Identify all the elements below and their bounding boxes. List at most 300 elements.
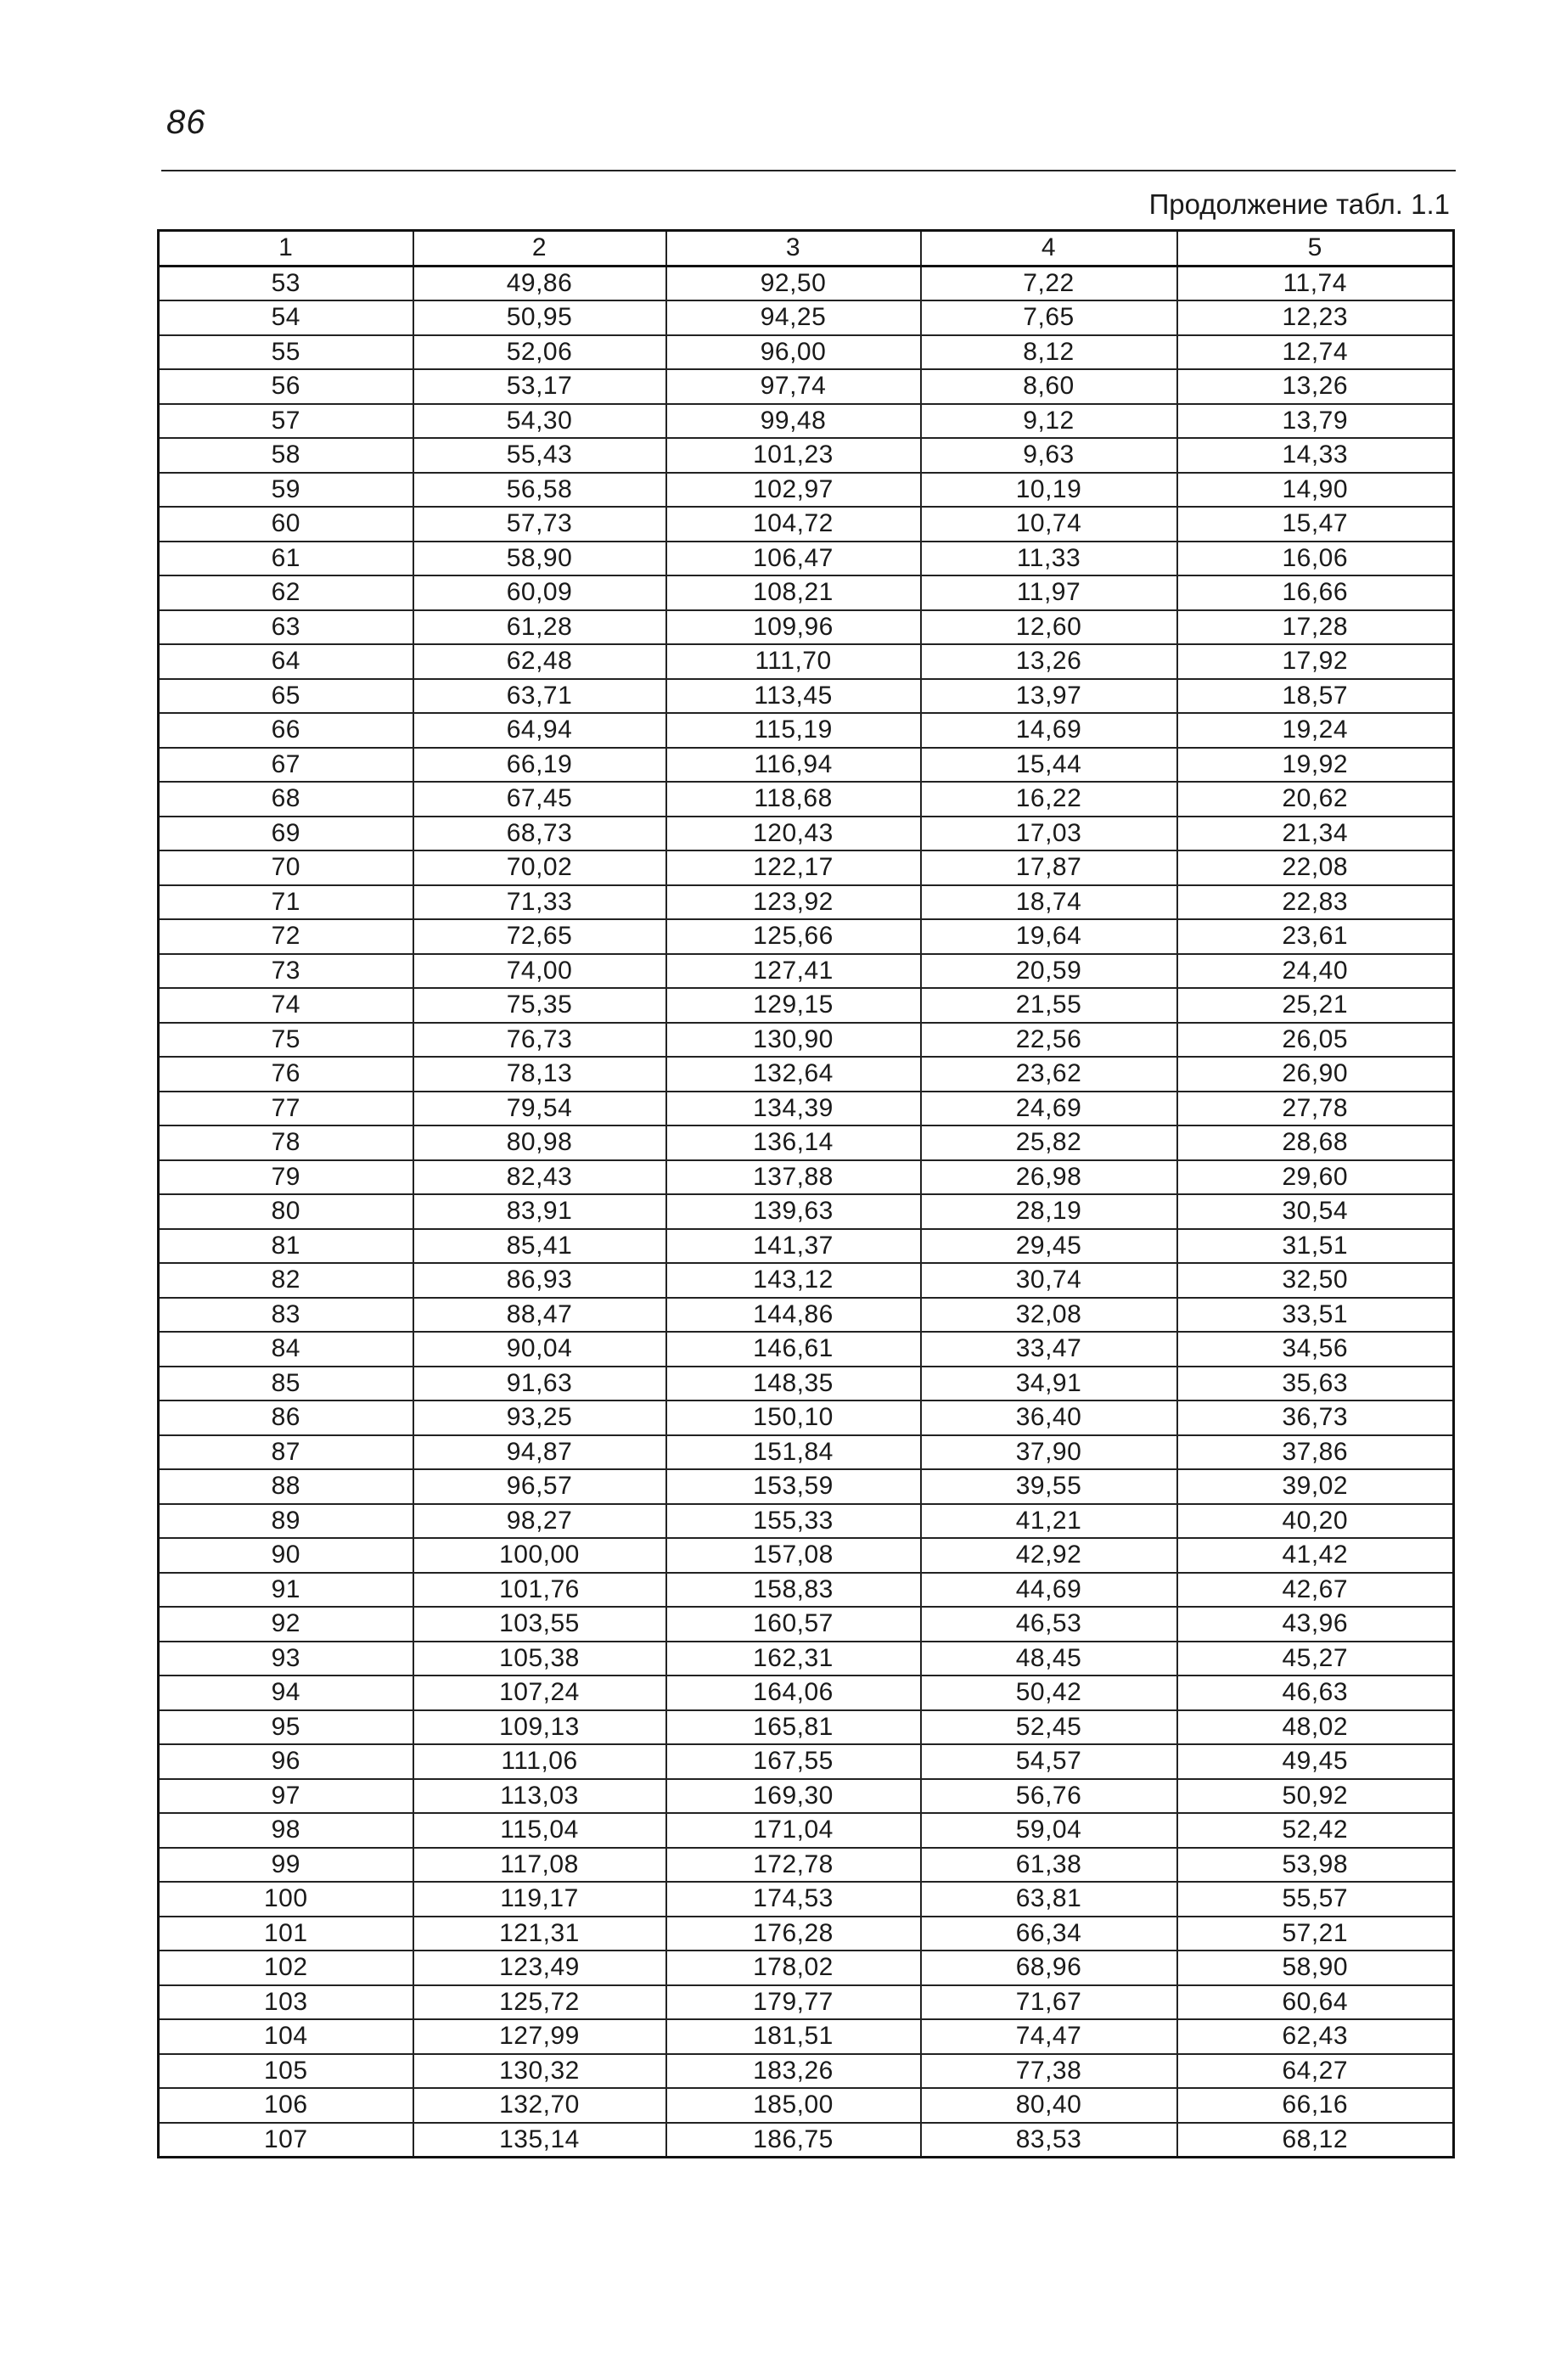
table-cell: 106,47 bbox=[666, 542, 921, 576]
table-cell: 61,38 bbox=[921, 1848, 1177, 1883]
table-row bbox=[159, 2123, 1454, 2158]
table-cell: 16,22 bbox=[921, 782, 1177, 817]
table-cell: 71,33 bbox=[413, 885, 666, 920]
table-cell: 13,26 bbox=[1177, 369, 1454, 404]
table-cell: 86,93 bbox=[413, 1263, 666, 1298]
table-cell: 100,00 bbox=[413, 1538, 666, 1573]
table-cell: 74,00 bbox=[413, 954, 666, 989]
table-row bbox=[159, 1023, 1454, 1058]
table-row bbox=[159, 1882, 1454, 1917]
table-cell: 76 bbox=[159, 1057, 413, 1092]
table-cell: 18,57 bbox=[1177, 679, 1454, 714]
table-cell: 119,17 bbox=[413, 1882, 666, 1917]
table-cell: 17,28 bbox=[1177, 610, 1454, 645]
table-row bbox=[159, 1435, 1454, 1470]
table-container bbox=[157, 229, 1452, 2158]
table-cell: 61,28 bbox=[413, 610, 666, 645]
table-cell: 165,81 bbox=[666, 1710, 921, 1745]
table-cell: 64,27 bbox=[1177, 2054, 1454, 2089]
table-cell: 68,73 bbox=[413, 817, 666, 851]
table-cell: 93,25 bbox=[413, 1400, 666, 1435]
table-cell: 102 bbox=[159, 1951, 413, 1985]
table-cell: 68,96 bbox=[921, 1951, 1177, 1985]
table-cell: 113,03 bbox=[413, 1779, 666, 1814]
table-cell: 50,95 bbox=[413, 300, 666, 335]
table-row bbox=[159, 507, 1454, 542]
table-cell: 63,81 bbox=[921, 1882, 1177, 1917]
table-cell: 164,06 bbox=[666, 1676, 921, 1710]
table-cell: 92 bbox=[159, 1607, 413, 1642]
table-cell: 66,16 bbox=[1177, 2088, 1454, 2123]
table-cell: 26,98 bbox=[921, 1160, 1177, 1195]
page-number: 86 bbox=[166, 104, 206, 141]
table-cell: 90,04 bbox=[413, 1332, 666, 1367]
table-cell: 64 bbox=[159, 644, 413, 679]
table-cell: 28,68 bbox=[1177, 1125, 1454, 1160]
table-cell: 9,12 bbox=[921, 404, 1177, 439]
table-row bbox=[159, 473, 1454, 508]
table-cell: 134,39 bbox=[666, 1092, 921, 1126]
table-cell: 58,90 bbox=[1177, 1951, 1454, 1985]
table-cell: 107 bbox=[159, 2123, 413, 2158]
table-cell: 41,42 bbox=[1177, 1538, 1454, 1573]
table-cell: 172,78 bbox=[666, 1848, 921, 1883]
table-cell: 129,15 bbox=[666, 988, 921, 1023]
table-row bbox=[159, 748, 1454, 783]
data-table bbox=[157, 229, 1455, 2158]
table-row bbox=[159, 782, 1454, 817]
table-cell: 57,21 bbox=[1177, 1917, 1454, 1951]
table-cell: 151,84 bbox=[666, 1435, 921, 1470]
table-cell: 92,50 bbox=[666, 266, 921, 300]
table-cell: 83,91 bbox=[413, 1194, 666, 1229]
table-cell: 91,63 bbox=[413, 1367, 666, 1401]
table-cell: 15,47 bbox=[1177, 507, 1454, 542]
column-header: 5 bbox=[1177, 231, 1454, 267]
table-row bbox=[159, 679, 1454, 714]
table-row bbox=[159, 1573, 1454, 1608]
table-cell: 9,63 bbox=[921, 438, 1177, 473]
table-cell: 53,17 bbox=[413, 369, 666, 404]
table-cell: 79,54 bbox=[413, 1092, 666, 1126]
table-row bbox=[159, 850, 1454, 885]
table-cell: 130,32 bbox=[413, 2054, 666, 2089]
table-row bbox=[159, 1538, 1454, 1573]
table-cell: 50,42 bbox=[921, 1676, 1177, 1710]
table-cell: 99,48 bbox=[666, 404, 921, 439]
table-cell: 162,31 bbox=[666, 1642, 921, 1676]
table-cell: 13,79 bbox=[1177, 404, 1454, 439]
table-cell: 72,65 bbox=[413, 919, 666, 954]
table-cell: 17,03 bbox=[921, 817, 1177, 851]
table-cell: 178,02 bbox=[666, 1951, 921, 1985]
table-cell: 49,45 bbox=[1177, 1744, 1454, 1779]
table-cell: 160,57 bbox=[666, 1607, 921, 1642]
table-cell: 181,51 bbox=[666, 2019, 921, 2054]
table-cell: 18,74 bbox=[921, 885, 1177, 920]
table-row bbox=[159, 1813, 1454, 1848]
table-cell: 42,92 bbox=[921, 1538, 1177, 1573]
table-cell: 23,61 bbox=[1177, 919, 1454, 954]
table-row bbox=[159, 1125, 1454, 1160]
table-cell: 118,68 bbox=[666, 782, 921, 817]
table-cell: 77,38 bbox=[921, 2054, 1177, 2089]
table-cell: 48,02 bbox=[1177, 1710, 1454, 1745]
header-row bbox=[159, 231, 1454, 267]
table-cell: 61 bbox=[159, 542, 413, 576]
table-cell: 113,45 bbox=[666, 679, 921, 714]
table-cell: 101,23 bbox=[666, 438, 921, 473]
table-cell: 24,69 bbox=[921, 1092, 1177, 1126]
table-cell: 68 bbox=[159, 782, 413, 817]
table-cell: 93 bbox=[159, 1642, 413, 1676]
table-cell: 45,27 bbox=[1177, 1642, 1454, 1676]
table-cell: 30,74 bbox=[921, 1263, 1177, 1298]
table-cell: 62,48 bbox=[413, 644, 666, 679]
table-row bbox=[159, 1779, 1454, 1814]
table-cell: 17,87 bbox=[921, 850, 1177, 885]
table-cell: 108,21 bbox=[666, 575, 921, 610]
table-cell: 153,59 bbox=[666, 1469, 921, 1504]
column-header: 3 bbox=[666, 231, 921, 267]
table-cell: 60,09 bbox=[413, 575, 666, 610]
table-cell: 41,21 bbox=[921, 1504, 1177, 1539]
table-cell: 42,67 bbox=[1177, 1573, 1454, 1608]
table-cell: 74 bbox=[159, 988, 413, 1023]
table-cell: 48,45 bbox=[921, 1642, 1177, 1676]
table-cell: 58,90 bbox=[413, 542, 666, 576]
table-cell: 89 bbox=[159, 1504, 413, 1539]
table-row bbox=[159, 1092, 1454, 1126]
table-cell: 63,71 bbox=[413, 679, 666, 714]
table-cell: 25,82 bbox=[921, 1125, 1177, 1160]
table-cell: 22,08 bbox=[1177, 850, 1454, 885]
table-cell: 34,56 bbox=[1177, 1332, 1454, 1367]
table-row bbox=[159, 1848, 1454, 1883]
table-body bbox=[159, 266, 1454, 2158]
table-cell: 66,19 bbox=[413, 748, 666, 783]
table-row bbox=[159, 1160, 1454, 1195]
table-cell: 132,64 bbox=[666, 1057, 921, 1092]
table-cell: 116,94 bbox=[666, 748, 921, 783]
table-cell: 56 bbox=[159, 369, 413, 404]
table-cell: 19,64 bbox=[921, 919, 1177, 954]
table-cell: 43,96 bbox=[1177, 1607, 1454, 1642]
table-row bbox=[159, 1263, 1454, 1298]
table-cell: 34,91 bbox=[921, 1367, 1177, 1401]
table-cell: 36,40 bbox=[921, 1400, 1177, 1435]
table-row bbox=[159, 369, 1454, 404]
table-cell: 121,31 bbox=[413, 1917, 666, 1951]
table-cell: 44,69 bbox=[921, 1573, 1177, 1608]
table-cell: 94,87 bbox=[413, 1435, 666, 1470]
table-cell: 55 bbox=[159, 335, 413, 370]
table-cell: 39,02 bbox=[1177, 1469, 1454, 1504]
table-cell: 11,97 bbox=[921, 575, 1177, 610]
table-cell: 20,62 bbox=[1177, 782, 1454, 817]
table-row bbox=[159, 885, 1454, 920]
table-cell: 82 bbox=[159, 1263, 413, 1298]
table-cell: 54,57 bbox=[921, 1744, 1177, 1779]
table-row bbox=[159, 1367, 1454, 1401]
table-cell: 106 bbox=[159, 2088, 413, 2123]
table-cell: 115,19 bbox=[666, 713, 921, 748]
table-cell: 52,06 bbox=[413, 335, 666, 370]
table-cell: 104 bbox=[159, 2019, 413, 2054]
column-header: 1 bbox=[159, 231, 413, 267]
table-cell: 83,53 bbox=[921, 2123, 1177, 2158]
table-cell: 13,26 bbox=[921, 644, 1177, 679]
table-cell: 103 bbox=[159, 1985, 413, 2020]
table-cell: 10,74 bbox=[921, 507, 1177, 542]
table-cell: 101 bbox=[159, 1917, 413, 1951]
table-cell: 39,55 bbox=[921, 1469, 1177, 1504]
table-cell: 117,08 bbox=[413, 1848, 666, 1883]
table-cell: 7,22 bbox=[921, 266, 1177, 300]
table-cell: 11,33 bbox=[921, 542, 1177, 576]
table-cell: 125,72 bbox=[413, 1985, 666, 2020]
table-cell: 107,24 bbox=[413, 1676, 666, 1710]
table-row bbox=[159, 713, 1454, 748]
column-header: 2 bbox=[413, 231, 666, 267]
table-cell: 109,13 bbox=[413, 1710, 666, 1745]
table-cell: 23,62 bbox=[921, 1057, 1177, 1092]
table-cell: 55,43 bbox=[413, 438, 666, 473]
table-row bbox=[159, 1607, 1454, 1642]
table-cell: 27,78 bbox=[1177, 1092, 1454, 1126]
table-cell: 14,33 bbox=[1177, 438, 1454, 473]
table-cell: 98,27 bbox=[413, 1504, 666, 1539]
table-cell: 46,53 bbox=[921, 1607, 1177, 1642]
table-cell: 30,54 bbox=[1177, 1194, 1454, 1229]
table-cell: 24,40 bbox=[1177, 954, 1454, 989]
table-cell: 15,44 bbox=[921, 748, 1177, 783]
table-row bbox=[159, 575, 1454, 610]
table-cell: 29,60 bbox=[1177, 1160, 1454, 1195]
table-cell: 16,06 bbox=[1177, 542, 1454, 576]
table-row bbox=[159, 1400, 1454, 1435]
table-cell: 125,66 bbox=[666, 919, 921, 954]
table-row bbox=[159, 2088, 1454, 2123]
table-cell: 64,94 bbox=[413, 713, 666, 748]
table-cell: 10,19 bbox=[921, 473, 1177, 508]
table-cell: 103,55 bbox=[413, 1607, 666, 1642]
table-row bbox=[159, 1298, 1454, 1333]
table-cell: 14,69 bbox=[921, 713, 1177, 748]
table-cell: 94 bbox=[159, 1676, 413, 1710]
table-cell: 105 bbox=[159, 2054, 413, 2089]
table-cell: 69 bbox=[159, 817, 413, 851]
table-cell: 99 bbox=[159, 1848, 413, 1883]
table-cell: 35,63 bbox=[1177, 1367, 1454, 1401]
table-cell: 167,55 bbox=[666, 1744, 921, 1779]
table-cell: 90 bbox=[159, 1538, 413, 1573]
table-cell: 33,47 bbox=[921, 1332, 1177, 1367]
table-cell: 12,74 bbox=[1177, 335, 1454, 370]
table-cell: 84 bbox=[159, 1332, 413, 1367]
table-cell: 169,30 bbox=[666, 1779, 921, 1814]
table-cell: 81 bbox=[159, 1229, 413, 1264]
table-cell: 102,97 bbox=[666, 473, 921, 508]
table-cell: 155,33 bbox=[666, 1504, 921, 1539]
table-row bbox=[159, 438, 1454, 473]
table-row bbox=[159, 1332, 1454, 1367]
header-rule bbox=[161, 170, 1456, 171]
table-cell: 104,72 bbox=[666, 507, 921, 542]
table-cell: 66,34 bbox=[921, 1917, 1177, 1951]
table-cell: 72 bbox=[159, 919, 413, 954]
table-cell: 185,00 bbox=[666, 2088, 921, 2123]
table-row bbox=[159, 954, 1454, 989]
table-cell: 150,10 bbox=[666, 1400, 921, 1435]
table-cell: 71,67 bbox=[921, 1985, 1177, 2020]
table-cell: 171,04 bbox=[666, 1813, 921, 1848]
table-cell: 26,05 bbox=[1177, 1023, 1454, 1058]
table-cell: 109,96 bbox=[666, 610, 921, 645]
table-cell: 52,45 bbox=[921, 1710, 1177, 1745]
table-cell: 52,42 bbox=[1177, 1813, 1454, 1848]
table-cell: 56,58 bbox=[413, 473, 666, 508]
table-cell: 19,24 bbox=[1177, 713, 1454, 748]
table-cell: 21,34 bbox=[1177, 817, 1454, 851]
table-cell: 148,35 bbox=[666, 1367, 921, 1401]
table-row bbox=[159, 1744, 1454, 1779]
table-cell: 130,90 bbox=[666, 1023, 921, 1058]
table-cell: 68,12 bbox=[1177, 2123, 1454, 2158]
table-cell: 183,26 bbox=[666, 2054, 921, 2089]
table-row bbox=[159, 266, 1454, 300]
table-cell: 137,88 bbox=[666, 1160, 921, 1195]
table-row bbox=[159, 817, 1454, 851]
table-cell: 123,92 bbox=[666, 885, 921, 920]
table-cell: 60 bbox=[159, 507, 413, 542]
table-header bbox=[159, 231, 1454, 267]
table-cell: 59,04 bbox=[921, 1813, 1177, 1848]
table-cell: 75 bbox=[159, 1023, 413, 1058]
table-cell: 19,92 bbox=[1177, 748, 1454, 783]
table-cell: 115,04 bbox=[413, 1813, 666, 1848]
table-cell: 58 bbox=[159, 438, 413, 473]
table-cell: 77 bbox=[159, 1092, 413, 1126]
table-cell: 54 bbox=[159, 300, 413, 335]
table-cell: 139,63 bbox=[666, 1194, 921, 1229]
table-cell: 60,64 bbox=[1177, 1985, 1454, 2020]
table-cell: 37,86 bbox=[1177, 1435, 1454, 1470]
table-cell: 98 bbox=[159, 1813, 413, 1848]
table-row bbox=[159, 300, 1454, 335]
table-cell: 144,86 bbox=[666, 1298, 921, 1333]
table-cell: 12,60 bbox=[921, 610, 1177, 645]
table-cell: 13,97 bbox=[921, 679, 1177, 714]
table-cell: 85,41 bbox=[413, 1229, 666, 1264]
table-cell: 65 bbox=[159, 679, 413, 714]
table-row bbox=[159, 1642, 1454, 1676]
table-cell: 96,00 bbox=[666, 335, 921, 370]
table-cell: 57,73 bbox=[413, 507, 666, 542]
table-cell: 62,43 bbox=[1177, 2019, 1454, 2054]
table-cell: 21,55 bbox=[921, 988, 1177, 1023]
table-cell: 8,60 bbox=[921, 369, 1177, 404]
table-cell: 105,38 bbox=[413, 1642, 666, 1676]
table-cell: 55,57 bbox=[1177, 1882, 1454, 1917]
table-cell: 135,14 bbox=[413, 2123, 666, 2158]
table-cell: 54,30 bbox=[413, 404, 666, 439]
table-cell: 80,40 bbox=[921, 2088, 1177, 2123]
table-cell: 49,86 bbox=[413, 266, 666, 300]
table-cell: 79 bbox=[159, 1160, 413, 1195]
table-row bbox=[159, 988, 1454, 1023]
table-cell: 179,77 bbox=[666, 1985, 921, 2020]
table-cell: 88,47 bbox=[413, 1298, 666, 1333]
table-cell: 31,51 bbox=[1177, 1229, 1454, 1264]
table-cell: 76,73 bbox=[413, 1023, 666, 1058]
table-cell: 141,37 bbox=[666, 1229, 921, 1264]
table-row bbox=[159, 542, 1454, 576]
table-cell: 85 bbox=[159, 1367, 413, 1401]
table-cell: 40,20 bbox=[1177, 1504, 1454, 1539]
table-cell: 36,73 bbox=[1177, 1400, 1454, 1435]
table-cell: 14,90 bbox=[1177, 473, 1454, 508]
table-cell: 143,12 bbox=[666, 1263, 921, 1298]
table-cell: 101,76 bbox=[413, 1573, 666, 1608]
table-cell: 67 bbox=[159, 748, 413, 783]
table-cell: 53,98 bbox=[1177, 1848, 1454, 1883]
table-cell: 111,70 bbox=[666, 644, 921, 679]
table-cell: 127,41 bbox=[666, 954, 921, 989]
table-cell: 20,59 bbox=[921, 954, 1177, 989]
table-cell: 59 bbox=[159, 473, 413, 508]
table-cell: 86 bbox=[159, 1400, 413, 1435]
table-cell: 91 bbox=[159, 1573, 413, 1608]
table-row bbox=[159, 1469, 1454, 1504]
table-cell: 176,28 bbox=[666, 1917, 921, 1951]
table-row bbox=[159, 2019, 1454, 2054]
table-cell: 67,45 bbox=[413, 782, 666, 817]
table-cell: 186,75 bbox=[666, 2123, 921, 2158]
table-cell: 97 bbox=[159, 1779, 413, 1814]
table-cell: 32,08 bbox=[921, 1298, 1177, 1333]
table-cell: 63 bbox=[159, 610, 413, 645]
table-caption: Продолжение табл. 1.1 bbox=[1148, 188, 1450, 220]
table-cell: 50,92 bbox=[1177, 1779, 1454, 1814]
table-row bbox=[159, 1504, 1454, 1539]
table-cell: 96,57 bbox=[413, 1469, 666, 1504]
table-cell: 96 bbox=[159, 1744, 413, 1779]
table-cell: 70 bbox=[159, 850, 413, 885]
table-cell: 127,99 bbox=[413, 2019, 666, 2054]
table-cell: 80 bbox=[159, 1194, 413, 1229]
table-cell: 80,98 bbox=[413, 1125, 666, 1160]
table-row bbox=[159, 1951, 1454, 1985]
table-cell: 26,90 bbox=[1177, 1057, 1454, 1092]
table-cell: 11,74 bbox=[1177, 266, 1454, 300]
table-cell: 70,02 bbox=[413, 850, 666, 885]
table-cell: 7,65 bbox=[921, 300, 1177, 335]
table-cell: 46,63 bbox=[1177, 1676, 1454, 1710]
table-cell: 16,66 bbox=[1177, 575, 1454, 610]
table-cell: 33,51 bbox=[1177, 1298, 1454, 1333]
table-cell: 8,12 bbox=[921, 335, 1177, 370]
table-cell: 136,14 bbox=[666, 1125, 921, 1160]
table-row bbox=[159, 1057, 1454, 1092]
table-cell: 12,23 bbox=[1177, 300, 1454, 335]
table-row bbox=[159, 610, 1454, 645]
table-cell: 78 bbox=[159, 1125, 413, 1160]
table-row bbox=[159, 404, 1454, 439]
table-row bbox=[159, 1917, 1454, 1951]
table-cell: 29,45 bbox=[921, 1229, 1177, 1264]
table-cell: 87 bbox=[159, 1435, 413, 1470]
